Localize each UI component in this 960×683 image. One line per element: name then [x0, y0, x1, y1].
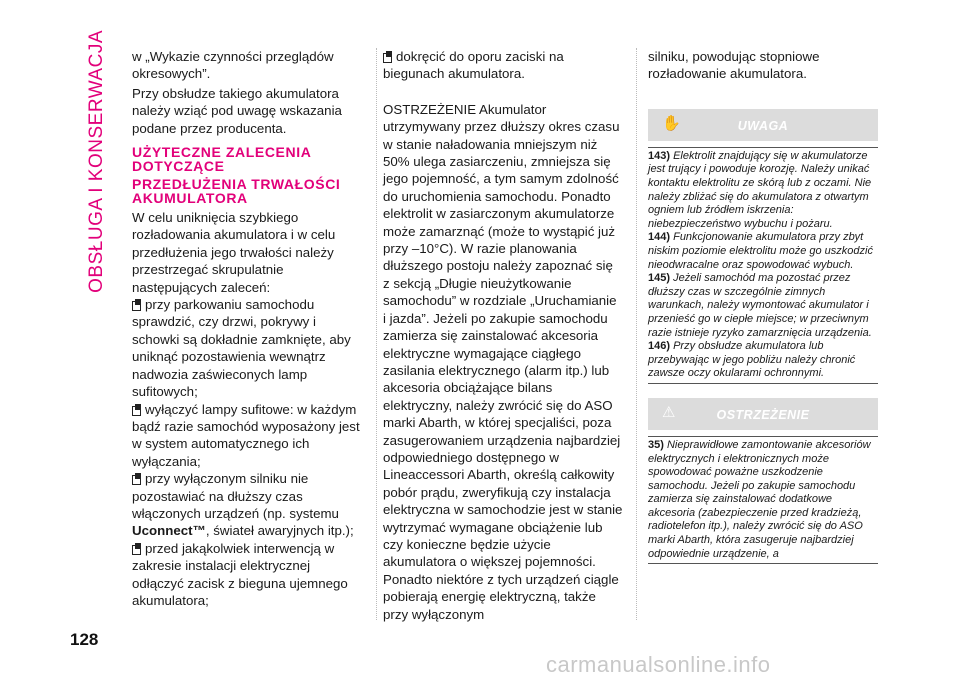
bullet-icon — [132, 299, 142, 310]
page-number: 128 — [70, 630, 99, 649]
section-heading: UŻYTECZNE ZALECENIA DOTYCZĄCE — [132, 144, 311, 175]
bullet-text: przy wyłączonym silniku nie pozostawiać na dłuższy czas włączonych urządzeń (np. systemu — [132, 471, 339, 521]
note-item — [648, 439, 878, 561]
ostrzezenie-box — [648, 436, 878, 564]
note-item — [648, 272, 878, 340]
section-heading: PRZEDŁUŻENIA TRWAŁOŚCI AKUMULATORA — [132, 176, 341, 207]
bullet-text: przed jakąkolwiek interwencją w zakresie instalacji elektrycznej odłączyć zacisk z bieguna ujemnego akumulatora; — [132, 540, 348, 608]
bullet-text: wyłączyć lampy sufitowe: w każdym bądź razie samochód wyposażony jest w system automatycznego ich wyłączania; — [132, 401, 360, 469]
chapter-side-title — [82, 30, 112, 330]
note-item — [648, 231, 878, 272]
paragraph: w „Wykazie czynności przeglądów okresowych”. — [132, 49, 334, 82]
bullet-item — [383, 48, 623, 83]
bullet-icon — [132, 543, 142, 554]
note-text: Funkcjonowanie akumulatora przy zbyt niskim poziomie elektrolitu może go uszkodzić nieodwracalne oraz spowodować wybuch. — [648, 231, 873, 271]
ostrzezenie-label: OSTRZEŻENIE — [716, 407, 810, 422]
paragraph: OSTRZEŻENIE Akumulator utrzymywany przez dłuższy okres czasu w stanie naładowania mniejszym niż 50% ulega zasiarczeniu, zmniejsza się jego pojemność, a tym samym zdolność do uruchomienia samochodu. Ponadto elektrolit w zasiarczonym akumulatorze może zamarznąć (może to wystąpić już przy –10°C). W razie planowania dłuższego postoju należy zapoznać się z sekcją „Długie nieużytkowanie samochodu” w rozdziale „Uruchamianie i jazda”. Jeżeli po zakupie samochodu zamierza się zainstalować akcesoria elektryczne wymagające ciągłego zasilania elektrycznego (alarm itp.) lub akcesoria obciążające bilans elektryczny, należy zwrócić się do ASO marki Abarth, w której specjaliści, poza zasugerowaniem urządzenia najbardziej odpowiedniego dostępnego w Lineaccessori Abarth, określą całkowity pobór prądu, zweryfikują czy instalacja elektryczna w samochodzie jest w stanie wytrzymać wymagane obciążenie lub czy konieczne będzie użycie akumulatora o większej pojemności. Ponadto niektóre z tych urządzeń ciągle pobierają energię elektryczną, także przy wyłączonym — [383, 101, 623, 622]
note-text: Elektrolit znajdujący się w akumulatorze jest trujący i powoduje korozję. Należy unikać kontaktu elektrolitu ze skórą lub z oczami. Nie należy zbliżać się do akumulatora z otwartym ogniem lub źródłem iskrzenia: niebezpieczeństwo wybuchu i pożaru. — [648, 149, 872, 230]
paragraph: Przy obsłudze takiego akumulatora należy wziąć pod uwagę wskazania podane przez producenta. — [132, 85, 342, 136]
column-3 — [648, 48, 878, 564]
paragraph: silniku, powodując stopniowe rozładowanie akumulatora. — [648, 49, 820, 82]
note-text: Przy obsłudze akumulatora lub przebywając w jego pobliżu należy chronić zawsze oczy okularami ochronnymi. — [648, 340, 856, 380]
note-number: 145) — [648, 272, 671, 285]
bullet-text: , świateł awaryjnych itp.); — [205, 523, 354, 539]
note-item — [648, 150, 878, 232]
note-number: 143) — [648, 149, 671, 162]
bullet-item — [132, 540, 360, 610]
uwaga-label: UWAGA — [737, 118, 789, 133]
column-1 — [132, 48, 360, 609]
note-number: 144) — [648, 231, 671, 244]
note-text: Nieprawidłowe zamontowanie akcesoriów elektrycznych i elektronicznych może spowodować poważne uszkodzenie samochodu. Jeżeli po zakupie samochodu zamierza się zainstalować dodatkowe akcesoria (zabezpieczenie przed kradzieżą, radiotelefon itp.), należy zwrócić się do ASO marki Abarth, która zasugeruje najbardziej odpowiednie urządzenie, a — [648, 438, 871, 560]
brand-name: Uconnect™ — [132, 523, 206, 539]
column-2 — [383, 48, 623, 623]
warning-hand-icon: ✋ — [662, 114, 681, 132]
uwaga-box — [648, 147, 878, 384]
bullet-text: przy parkowaniu samochodu sprawdzić, czy drzwi, pokrywy i schowki są dokładnie zamknięte, aby uniknąć pozostawienia wewnątrz nadwozia zaświeconych lamp sufitowych; — [132, 297, 351, 400]
bullet-icon — [132, 404, 142, 415]
note-item — [648, 340, 878, 381]
bullet-icon — [383, 51, 393, 62]
note-text: Jeżeli samochód ma pozostać przez dłuższy czas w szczególnie zimnych warunkach, należy wymontować akumulator i przenieść go w ciepłe miejsce; w przeciwnym razie istnieje ryzyko zamarznięcia urządzenia. — [648, 272, 872, 339]
note-number: 35) — [648, 438, 664, 451]
bullet-icon — [132, 473, 142, 484]
bullet-item — [132, 296, 360, 400]
paragraph: W celu uniknięcia szybkiego rozładowania akumulatora i w celu przedłużenia jego trwałości należy przestrzegać skrupulatnie następujących zaleceń: — [132, 210, 336, 295]
warning-triangle-icon: ⚠ — [662, 403, 676, 421]
uwaga-header — [648, 109, 878, 141]
bullet-item — [132, 470, 360, 540]
ostrzezenie-header — [648, 398, 878, 430]
watermark-text: carmanualsonline.info — [546, 652, 771, 677]
bullet-item — [132, 401, 360, 471]
note-number: 146) — [648, 340, 671, 353]
column-divider — [636, 48, 637, 620]
column-divider — [376, 48, 377, 620]
bullet-text: dokręcić do oporu zaciski na biegunach akumulatora. — [383, 49, 564, 82]
chapter-title-text: OBSŁUGA I KONSERWACJA — [86, 30, 107, 293]
